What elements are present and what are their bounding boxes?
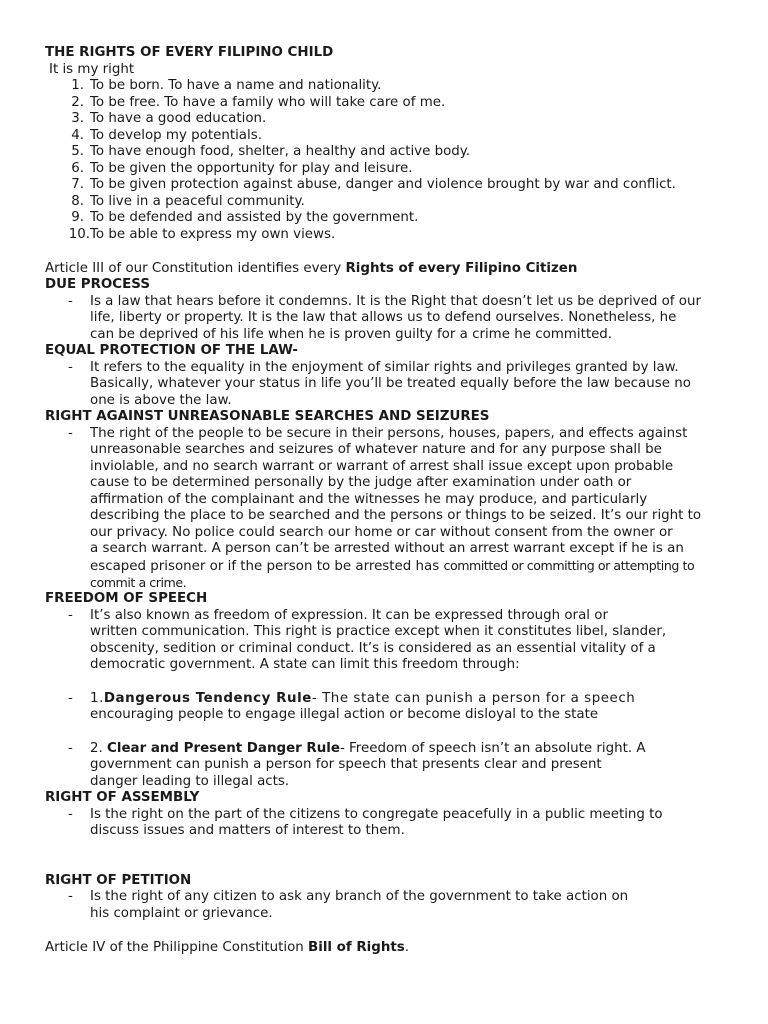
bullet-dash: -	[68, 294, 73, 309]
assembly-text: Is the right on the part of the citizens to congregate peacefully in a public meeting to	[90, 807, 663, 822]
list-number: 4.	[71, 128, 84, 143]
section-heading-due-process: DUE PROCESS	[45, 277, 150, 292]
speech-text: democratic government. A state can limit this freedom through:	[90, 657, 520, 672]
rule-1-number: 1.	[90, 691, 104, 706]
bullet-dash: -	[68, 741, 73, 756]
rule-2-text: danger leading to illegal acts.	[90, 774, 290, 789]
article-4-emphasis: Bill of Rights	[308, 940, 405, 955]
bullet-dash: -	[68, 889, 73, 904]
equal-protection-text: It refers to the equality in the enjoyment of similar rights and privileges granted by law.	[90, 360, 679, 375]
list-item: To be born. To have a name and nationality.	[90, 78, 382, 93]
list-item: To be free. To have a family who will take care of me.	[90, 95, 446, 110]
list-item: To live in a peaceful community.	[90, 194, 305, 209]
searches-text: inviolable, and no search warrant or warrant of arrest shall issue except upon probable	[90, 459, 674, 474]
bullet-dash: -	[68, 608, 73, 623]
list-item: To have enough food, shelter, a healthy and active body.	[90, 144, 471, 159]
searches-text: our privacy. No police could search our home or car without consent from the owner or	[90, 525, 673, 540]
searches-line-tail: committed or committing or attempting to	[443, 558, 695, 573]
speech-text: obscenity, sedition or criminal conduct. It’s is considered as an essential vitality of a	[90, 641, 656, 656]
article-4-suffix: .	[404, 940, 410, 955]
rule-1-desc: - The state can punish a person for a speech	[311, 691, 636, 706]
list-number: 5.	[71, 144, 84, 159]
rule-1-name: Dangerous Tendency Rule	[103, 691, 312, 706]
due-process-text: life, liberty or property. It is the law that allows us to defend ourselves. Nonetheless, he	[90, 310, 677, 325]
list-number: 7.	[71, 177, 84, 192]
section-heading-assembly: RIGHT OF ASSEMBLY	[45, 790, 200, 805]
article-4-line	[45, 940, 409, 957]
equal-protection-text: one is above the law.	[90, 393, 232, 408]
article-3-line	[45, 261, 577, 278]
bullet-dash: -	[68, 426, 73, 441]
article-3-emphasis: Rights of every Filipino Citizen	[345, 261, 578, 276]
list-item: To be given protection against abuse, danger and violence brought by war and conflict.	[90, 177, 676, 192]
bullet-dash: -	[68, 360, 73, 375]
rule-2-line	[90, 741, 646, 758]
list-number: 9.	[71, 210, 84, 225]
searches-text: affirmation of the complainant and the witnesses he may produce, and particularly	[90, 492, 648, 507]
rule-2-number: 2.	[90, 741, 108, 756]
petition-text: Is the right of any citizen to ask any branch of the government to take action on	[90, 889, 629, 904]
searches-text: unreasonable searches and seizures of whatever nature and for any purpose shall be	[90, 442, 662, 457]
assembly-text: discuss issues and matters of interest to them.	[90, 823, 405, 838]
intro-text: It is my right	[49, 62, 135, 77]
article-3-prefix: Article III of our Constitution identifies every	[45, 261, 346, 276]
bullet-dash: -	[68, 807, 73, 822]
list-item: To be defended and assisted by the government.	[90, 210, 419, 225]
article-4-prefix: Article IV of the Philippine Constitution	[45, 940, 309, 955]
list-number: 2.	[71, 95, 84, 110]
petition-text: his complaint or grievance.	[90, 906, 273, 921]
list-number: 6.	[71, 161, 84, 176]
list-item: To be able to express my own views.	[90, 227, 336, 242]
searches-text: a search warrant. A person can’t be arrested without an arrest warrant except if he is an	[90, 541, 684, 556]
searches-text: commit a crime.	[90, 575, 187, 590]
list-number: 10.	[68, 227, 90, 242]
list-item: To develop my potentials.	[90, 128, 262, 143]
rule-2-name: Clear and Present Danger Rule	[107, 741, 340, 756]
rule-2-desc: - Freedom of speech isn’t an absolute right. A	[339, 741, 646, 756]
section-heading-petition: RIGHT OF PETITION	[45, 873, 192, 888]
list-number: 8.	[71, 194, 84, 209]
speech-text: It’s also known as freedom of expression. It can be expressed through oral or	[90, 608, 608, 623]
rule-1-text: encouraging people to engage illegal action or become disloyal to the state	[90, 707, 599, 722]
searches-line-main: escaped prisoner or if the person to be arrested has	[90, 559, 444, 574]
list-item: To be given the opportunity for play and leisure.	[90, 161, 413, 176]
section-heading-equal-protection: EQUAL PROTECTION OF THE LAW-	[45, 343, 298, 358]
bullet-dash: -	[68, 691, 73, 706]
speech-text: written communication. This right is practice except when it constitutes libel, slander,	[90, 624, 667, 639]
list-number: 3.	[71, 111, 84, 126]
searches-text: cause to be determined personally by the judge after examination under oath or	[90, 475, 632, 490]
rule-2-text: government can punish a person for speech that presents clear and present	[90, 757, 602, 772]
section-heading-speech: FREEDOM OF SPEECH	[45, 591, 208, 606]
due-process-text: can be deprived of his life when he is proven guilty for a crime he committed.	[90, 327, 613, 342]
document-title: THE RIGHTS OF EVERY FILIPINO CHILD	[45, 45, 334, 60]
searches-text: describing the place to be searched and the persons or things to be seized. It’s our right to	[90, 508, 702, 523]
rule-1-line	[90, 691, 635, 708]
equal-protection-text: Basically, whatever your status in life you’ll be treated equally before the law because no	[90, 376, 691, 391]
section-heading-searches: RIGHT AGAINST UNREASONABLE SEARCHES AND SEIZURES	[45, 409, 490, 424]
due-process-text: Is a law that hears before it condemns. It is the Right that doesn’t let us be deprived of our	[90, 294, 701, 309]
searches-text	[90, 558, 694, 576]
searches-text: The right of the people to be secure in their persons, houses, papers, and effects against	[90, 426, 688, 441]
list-item: To have a good education.	[90, 111, 267, 126]
list-number: 1.	[71, 78, 84, 93]
